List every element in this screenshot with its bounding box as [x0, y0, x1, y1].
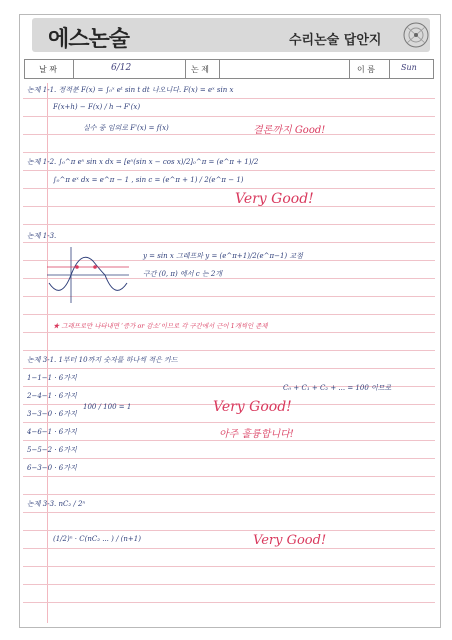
teacher-comment: Very Good!: [213, 399, 292, 415]
answer-line: 논제 1-3.: [27, 232, 57, 240]
date-value: 6/12: [111, 63, 132, 73]
answer-line: 실수 중 임의로 F'(x) = f(x): [83, 124, 169, 132]
sine-graph: [43, 243, 133, 307]
teacher-comment: Very Good!: [253, 533, 327, 548]
answer-line: 논제 3-3. nC₂ / 2ⁿ: [27, 500, 86, 508]
date-label: 날 짜: [39, 65, 57, 74]
teacher-comment: Very Good!: [235, 191, 314, 207]
answer-line: 논제 1-1. 정적분 F(x) = ∫₀ˣ eᵗ sin t dt 나오니다. F(x) = eˣ sin x: [27, 86, 234, 94]
answer-line: 5−5−2 · 6가지: [27, 446, 77, 454]
answer-line: F(x+h) − F(x) / h → F'(x): [53, 103, 141, 111]
answer-line: 4−6−1 · 6가지: [27, 428, 77, 436]
answer-line: 논제 1-2. ∫₀^π eˣ sin x dx = [eˣ(sin x − cos x)/2]₀^π = (e^π + 1)/2: [27, 158, 259, 166]
answer-line: 3−3−0 · 6가지: [27, 410, 77, 418]
answer-line: 100 / 100 = 1: [83, 403, 132, 411]
header-banner: [32, 18, 430, 52]
teacher-comment: 아주 훌륭합니다!: [219, 429, 294, 440]
name-value: Sun: [401, 63, 417, 72]
answer-line: ∫₀^π eˣ dx = e^π − 1 , sin c = (e^π + 1) / 2(e^π − 1): [53, 176, 244, 184]
answer-line: 논제 3-1. 1부터 10까지 숫자를 하나씩 적은 카드: [27, 356, 178, 364]
topic-label: 논 제: [191, 65, 209, 74]
teacher-note: ★ 그래프로만 나타내면 ‘증가 or 감소’이므로 각 구간에서 근이 1개씩인 존재: [53, 322, 268, 330]
answer-line: 구간 (0, π) 에서 c 는 2개: [143, 270, 223, 278]
answer-sheet: [19, 14, 441, 628]
info-row: [24, 59, 434, 79]
name-label: 이 름: [357, 65, 375, 74]
answer-line: y = sin x 그래프와 y = (e^π+1)/2(e^π−1) 교점: [143, 252, 303, 260]
answer-line: 2−4−1 · 6가지: [27, 392, 77, 400]
sheet-subtitle: 수리논술 답안지: [289, 33, 382, 48]
ruled-area: [23, 83, 435, 623]
answer-line: 6−3−0 · 6가지: [27, 464, 77, 472]
answer-line: 1−1−1 · 6가지: [27, 374, 77, 382]
answer-line: C₀ + C₁ + C₂ + ... = 100 이므로: [283, 384, 392, 392]
teacher-comment: 결론까지 Good!: [253, 125, 326, 136]
seal-logo-icon: [402, 21, 430, 49]
answer-line: (1/2)ⁿ · C(nC₂ ... ) / (n+1): [53, 535, 141, 543]
brand-title: 에스논술: [48, 27, 130, 52]
